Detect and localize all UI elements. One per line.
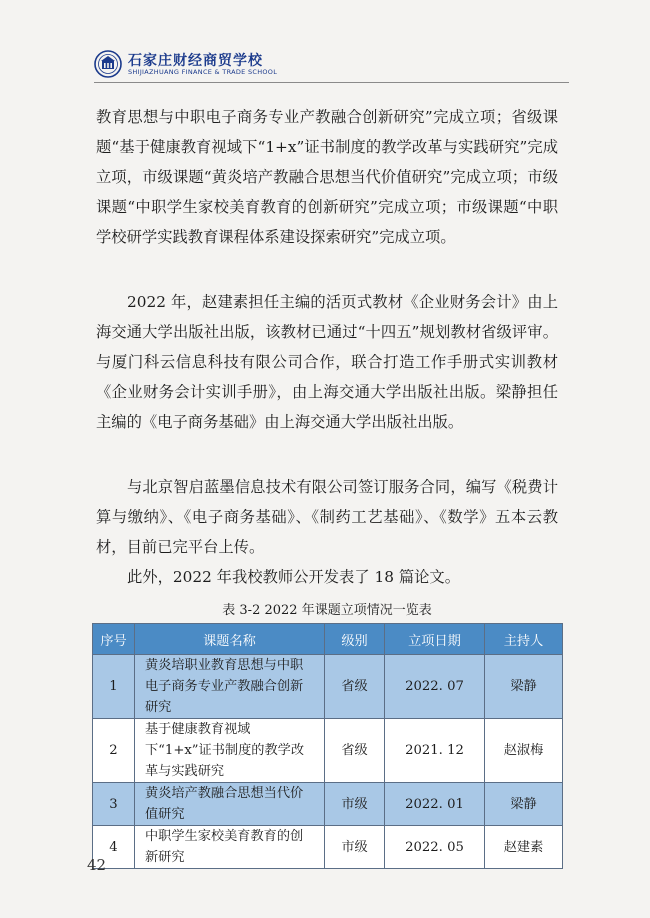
cell-name: 黄炎培产教融合思想当代价值研究 — [135, 783, 325, 826]
paragraph-1: 教育思想与中职电子商务专业产教融合创新研究”完成立项；省级课题“基于健康教育视域下“1+x”证书制度的教学改革与实践研究”完成立项，市级课题“黄炎培产教融合思想当代价值研究”完成立项；市级课题“中职学生家校美育教育的创新研究”完成立项；市级课题“中职学校研学实践教育课程体系建设探索研究”完成立项。 — [96, 108, 558, 246]
header-divider — [94, 82, 569, 83]
col-header-host: 主持人 — [485, 624, 563, 655]
col-header-level: 级别 — [325, 624, 385, 655]
table-caption: 表 3-2 2022 年课题立项情况一览表 — [222, 603, 432, 618]
cell-host: 梁静 — [485, 655, 563, 719]
cell-name: 中职学生家校美育教育的创新研究 — [135, 826, 325, 869]
cell-level: 省级 — [325, 719, 385, 783]
table-row — [93, 826, 563, 869]
cell-date: 2022. 07 — [385, 655, 485, 719]
cell-name: 基于健康教育视域下“1+x”证书制度的教学改革与实践研究 — [135, 719, 325, 783]
cell-level: 市级 — [325, 826, 385, 869]
col-header-date: 立项日期 — [385, 624, 485, 655]
cell-date: 2022. 01 — [385, 783, 485, 826]
cell-level: 省级 — [325, 655, 385, 719]
page-number: 42 — [87, 856, 107, 874]
col-header-no: 序号 — [93, 624, 135, 655]
school-name-en: SHIJIAZHUANG FINANCE & TRADE SCHOOL — [128, 68, 278, 76]
school-emblem-icon — [94, 50, 122, 78]
paragraph-4: 此外，2022 年我校教师公开发表了 18 篇论文。 — [127, 568, 461, 586]
table-row — [93, 719, 563, 783]
page-header — [94, 48, 569, 82]
table-row — [93, 783, 563, 826]
cell-name: 黄炎培职业教育思想与中职电子商务专业产教融合创新研究 — [135, 655, 325, 719]
cell-level: 市级 — [325, 783, 385, 826]
cell-date: 2021. 12 — [385, 719, 485, 783]
cell-date: 2022. 05 — [385, 826, 485, 869]
projects-table — [92, 623, 563, 869]
table-header-row — [93, 624, 563, 655]
paragraph-2: 2022 年，赵建素担任主编的活页式教材《企业财务会计》由上海交通大学出版社出版，该教材已通过“十四五”规划教材省级评审。与厦门科云信息科技有限公司合作，联合打造工作手册式实训教材《企业财务会计实训手册》，由上海交通大学出版社出版。梁静担任主编的《电子商务基础》由上海交通大学出版社出版。 — [96, 293, 558, 431]
paragraph-3: 与北京智启蓝墨信息技术有限公司签订服务合同，编写《税费计算与缴纳》、《电子商务基础》、《制药工艺基础》、《数学》五本云教材，目前已完平台上传。 — [96, 478, 558, 556]
cell-no: 2 — [93, 719, 135, 783]
cell-host: 梁静 — [485, 783, 563, 826]
cell-host: 赵建素 — [485, 826, 563, 869]
cell-no: 3 — [93, 783, 135, 826]
col-header-name: 课题名称 — [135, 624, 325, 655]
cell-no: 1 — [93, 655, 135, 719]
table-row — [93, 655, 563, 719]
school-name-cn: 石家庄财经商贸学校 — [128, 53, 263, 69]
cell-no: 4 — [93, 826, 135, 869]
cell-host: 赵淑梅 — [485, 719, 563, 783]
